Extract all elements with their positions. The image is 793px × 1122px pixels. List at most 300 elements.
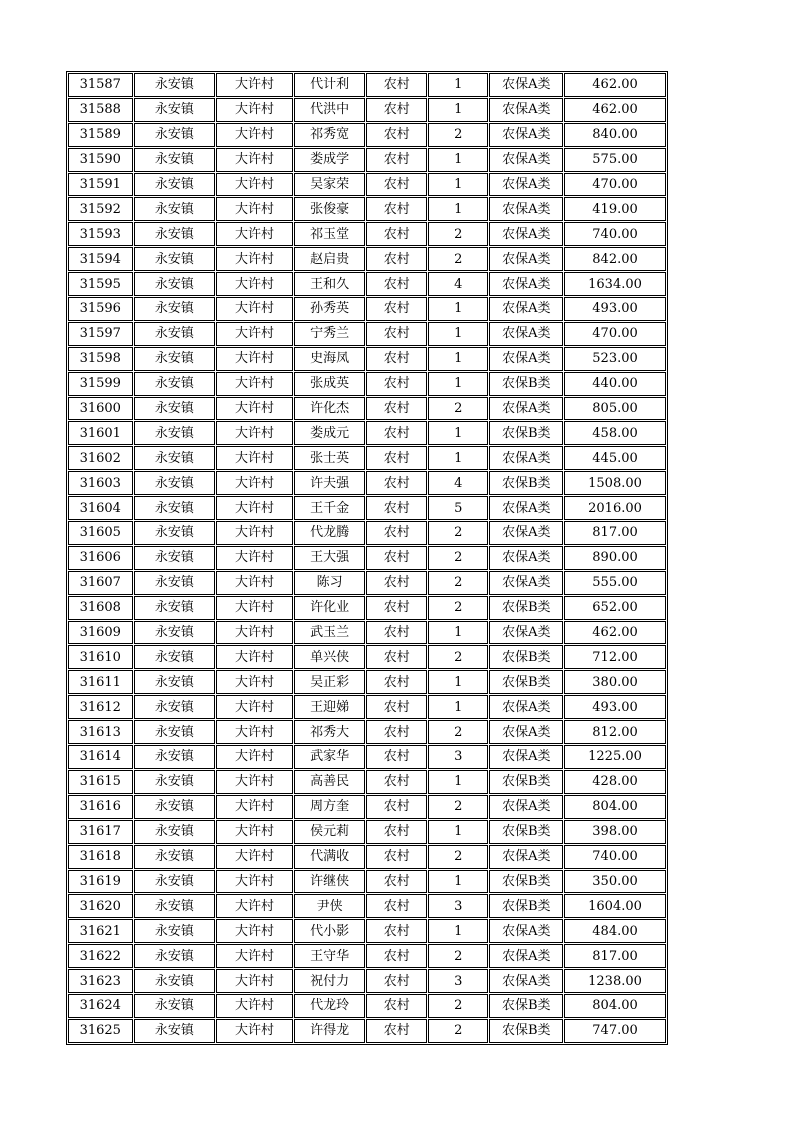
cell-person-count: 1 [428,372,489,396]
cell-village: 大许村 [216,148,293,172]
cell-town: 永安镇 [134,621,216,645]
cell-amount: 712.00 [564,645,666,669]
cell-residence-type: 农村 [366,98,427,122]
cell-record-id: 31622 [68,944,133,968]
table-row [68,397,666,421]
table-row [68,745,666,769]
cell-village: 大许村 [216,173,293,197]
cell-village: 大许村 [216,795,293,819]
table-row [68,521,666,545]
cell-insurance-class: 农保A类 [489,944,563,968]
cell-person-name: 代小影 [294,919,366,943]
cell-town: 永安镇 [134,745,216,769]
cell-person-name: 娄成学 [294,148,366,172]
cell-village: 大许村 [216,247,293,271]
cell-person-count: 5 [428,496,489,520]
cell-person-count: 2 [428,397,489,421]
cell-town: 永安镇 [134,994,216,1018]
table-row [68,621,666,645]
cell-person-count: 1 [428,919,489,943]
cell-person-name: 祁秀大 [294,720,366,744]
cell-town: 永安镇 [134,222,216,246]
cell-insurance-class: 农保A类 [489,695,563,719]
cell-village: 大许村 [216,123,293,147]
cell-town: 永安镇 [134,471,216,495]
cell-record-id: 31623 [68,969,133,993]
table-row [68,919,666,943]
cell-insurance-class: 农保A类 [489,247,563,271]
cell-town: 永安镇 [134,521,216,545]
cell-insurance-class: 农保A类 [489,347,563,371]
table-row [68,247,666,271]
cell-residence-type: 农村 [366,148,427,172]
table-row [68,297,666,321]
cell-person-count: 3 [428,745,489,769]
cell-record-id: 31600 [68,397,133,421]
cell-town: 永安镇 [134,546,216,570]
cell-amount: 462.00 [564,621,666,645]
cell-village: 大许村 [216,720,293,744]
cell-insurance-class: 农保A类 [489,546,563,570]
cell-record-id: 31593 [68,222,133,246]
cell-town: 永安镇 [134,969,216,993]
cell-person-name: 周方奎 [294,795,366,819]
cell-town: 永安镇 [134,322,216,346]
table-row [68,820,666,844]
cell-insurance-class: 农保B类 [489,994,563,1018]
table-row [68,197,666,221]
cell-insurance-class: 农保A类 [489,969,563,993]
cell-amount: 419.00 [564,197,666,221]
cell-person-count: 2 [428,845,489,869]
cell-amount: 804.00 [564,994,666,1018]
cell-village: 大许村 [216,870,293,894]
cell-town: 永安镇 [134,894,216,918]
table-row [68,272,666,296]
cell-person-count: 1 [428,197,489,221]
cell-person-count: 2 [428,994,489,1018]
cell-person-name: 侯元莉 [294,820,366,844]
cell-record-id: 31602 [68,446,133,470]
cell-person-count: 1 [428,73,489,97]
cell-residence-type: 农村 [366,645,427,669]
cell-town: 永安镇 [134,446,216,470]
cell-village: 大许村 [216,98,293,122]
cell-person-count: 2 [428,546,489,570]
table-row [68,471,666,495]
cell-record-id: 31587 [68,73,133,97]
cell-village: 大许村 [216,994,293,1018]
cell-town: 永安镇 [134,347,216,371]
cell-amount: 555.00 [564,571,666,595]
cell-person-name: 代计利 [294,73,366,97]
cell-person-name: 代龙玲 [294,994,366,1018]
cell-person-count: 2 [428,795,489,819]
cell-person-count: 1 [428,695,489,719]
cell-residence-type: 农村 [366,123,427,147]
cell-town: 永安镇 [134,272,216,296]
cell-person-name: 祝付力 [294,969,366,993]
cell-person-name: 吴家荣 [294,173,366,197]
cell-amount: 817.00 [564,944,666,968]
table-row [68,795,666,819]
cell-village: 大许村 [216,645,293,669]
cell-village: 大许村 [216,670,293,694]
cell-insurance-class: 农保A类 [489,795,563,819]
cell-record-id: 31589 [68,123,133,147]
cell-town: 永安镇 [134,73,216,97]
cell-insurance-class: 农保A类 [489,845,563,869]
table-row [68,322,666,346]
cell-village: 大许村 [216,496,293,520]
cell-record-id: 31612 [68,695,133,719]
cell-amount: 470.00 [564,173,666,197]
cell-residence-type: 农村 [366,795,427,819]
cell-amount: 428.00 [564,770,666,794]
cell-insurance-class: 农保A类 [489,621,563,645]
cell-person-name: 武家华 [294,745,366,769]
cell-town: 永安镇 [134,397,216,421]
cell-town: 永安镇 [134,770,216,794]
cell-record-id: 31592 [68,197,133,221]
cell-amount: 440.00 [564,372,666,396]
cell-residence-type: 农村 [366,969,427,993]
cell-amount: 805.00 [564,397,666,421]
cell-insurance-class: 农保B类 [489,770,563,794]
payment-table-body [68,73,666,1043]
cell-amount: 1634.00 [564,272,666,296]
cell-record-id: 31620 [68,894,133,918]
table-row [68,222,666,246]
table-row [68,969,666,993]
cell-residence-type: 农村 [366,272,427,296]
cell-insurance-class: 农保A类 [489,446,563,470]
cell-record-id: 31621 [68,919,133,943]
cell-residence-type: 农村 [366,322,427,346]
cell-insurance-class: 农保B类 [489,372,563,396]
cell-amount: 380.00 [564,670,666,694]
cell-amount: 493.00 [564,695,666,719]
cell-residence-type: 农村 [366,994,427,1018]
cell-town: 永安镇 [134,944,216,968]
table-row [68,98,666,122]
cell-town: 永安镇 [134,596,216,620]
cell-person-name: 张士英 [294,446,366,470]
cell-village: 大许村 [216,571,293,595]
cell-town: 永安镇 [134,496,216,520]
cell-residence-type: 农村 [366,521,427,545]
cell-person-count: 2 [428,247,489,271]
cell-village: 大许村 [216,73,293,97]
cell-village: 大许村 [216,894,293,918]
cell-person-name: 宁秀兰 [294,322,366,346]
cell-town: 永安镇 [134,919,216,943]
cell-amount: 740.00 [564,845,666,869]
cell-town: 永安镇 [134,720,216,744]
cell-amount: 1238.00 [564,969,666,993]
cell-insurance-class: 农保A类 [489,73,563,97]
cell-village: 大许村 [216,197,293,221]
cell-person-count: 1 [428,297,489,321]
cell-village: 大许村 [216,222,293,246]
cell-insurance-class: 农保B类 [489,421,563,445]
cell-amount: 462.00 [564,73,666,97]
cell-record-id: 31596 [68,297,133,321]
cell-town: 永安镇 [134,820,216,844]
cell-town: 永安镇 [134,297,216,321]
cell-insurance-class: 农保A类 [489,496,563,520]
table-row [68,994,666,1018]
cell-person-count: 1 [428,173,489,197]
cell-residence-type: 农村 [366,845,427,869]
cell-record-id: 31601 [68,421,133,445]
cell-town: 永安镇 [134,695,216,719]
cell-amount: 840.00 [564,123,666,147]
table-row [68,944,666,968]
cell-town: 永安镇 [134,148,216,172]
cell-person-count: 4 [428,471,489,495]
cell-insurance-class: 农保B类 [489,894,563,918]
cell-town: 永安镇 [134,670,216,694]
cell-village: 大许村 [216,297,293,321]
cell-person-count: 1 [428,347,489,371]
cell-insurance-class: 农保A类 [489,222,563,246]
cell-amount: 652.00 [564,596,666,620]
cell-record-id: 31597 [68,322,133,346]
cell-insurance-class: 农保B类 [489,1019,563,1043]
cell-village: 大许村 [216,272,293,296]
cell-insurance-class: 农保A类 [489,173,563,197]
cell-record-id: 31599 [68,372,133,396]
cell-record-id: 31595 [68,272,133,296]
cell-person-name: 娄成元 [294,421,366,445]
cell-insurance-class: 农保A类 [489,197,563,221]
cell-person-count: 1 [428,770,489,794]
cell-town: 永安镇 [134,870,216,894]
cell-residence-type: 农村 [366,73,427,97]
cell-amount: 740.00 [564,222,666,246]
cell-town: 永安镇 [134,173,216,197]
cell-residence-type: 农村 [366,695,427,719]
cell-residence-type: 农村 [366,222,427,246]
cell-village: 大许村 [216,546,293,570]
cell-person-count: 2 [428,571,489,595]
cell-residence-type: 农村 [366,421,427,445]
table-row [68,670,666,694]
cell-person-name: 吴正彩 [294,670,366,694]
cell-insurance-class: 农保A类 [489,297,563,321]
cell-residence-type: 农村 [366,919,427,943]
cell-village: 大许村 [216,521,293,545]
cell-amount: 817.00 [564,521,666,545]
cell-amount: 350.00 [564,870,666,894]
cell-person-name: 许夫强 [294,471,366,495]
cell-village: 大许村 [216,695,293,719]
cell-record-id: 31608 [68,596,133,620]
cell-town: 永安镇 [134,421,216,445]
cell-amount: 484.00 [564,919,666,943]
cell-person-name: 许继侠 [294,870,366,894]
cell-town: 永安镇 [134,1019,216,1043]
cell-record-id: 31609 [68,621,133,645]
cell-person-count: 1 [428,446,489,470]
cell-village: 大许村 [216,621,293,645]
cell-record-id: 31611 [68,670,133,694]
cell-insurance-class: 农保A类 [489,272,563,296]
cell-person-count: 1 [428,322,489,346]
cell-person-name: 许化业 [294,596,366,620]
cell-insurance-class: 农保A类 [489,148,563,172]
cell-record-id: 31617 [68,820,133,844]
cell-person-count: 2 [428,720,489,744]
cell-amount: 493.00 [564,297,666,321]
table-row [68,148,666,172]
cell-person-count: 2 [428,645,489,669]
cell-town: 永安镇 [134,247,216,271]
cell-residence-type: 农村 [366,372,427,396]
cell-person-count: 2 [428,521,489,545]
cell-insurance-class: 农保B类 [489,596,563,620]
cell-residence-type: 农村 [366,247,427,271]
cell-record-id: 31615 [68,770,133,794]
cell-record-id: 31605 [68,521,133,545]
cell-insurance-class: 农保A类 [489,745,563,769]
cell-residence-type: 农村 [366,670,427,694]
cell-person-name: 尹侠 [294,894,366,918]
table-row [68,73,666,97]
cell-amount: 445.00 [564,446,666,470]
table-row [68,695,666,719]
cell-residence-type: 农村 [366,894,427,918]
cell-residence-type: 农村 [366,347,427,371]
cell-village: 大许村 [216,596,293,620]
cell-residence-type: 农村 [366,297,427,321]
cell-insurance-class: 农保B类 [489,670,563,694]
cell-record-id: 31590 [68,148,133,172]
table-row [68,596,666,620]
cell-person-name: 祁玉堂 [294,222,366,246]
cell-residence-type: 农村 [366,944,427,968]
cell-person-count: 2 [428,944,489,968]
cell-record-id: 31619 [68,870,133,894]
cell-record-id: 31591 [68,173,133,197]
cell-person-name: 高善民 [294,770,366,794]
cell-residence-type: 农村 [366,446,427,470]
cell-person-name: 单兴侠 [294,645,366,669]
cell-village: 大许村 [216,1019,293,1043]
cell-amount: 1225.00 [564,745,666,769]
cell-amount: 842.00 [564,247,666,271]
cell-record-id: 31603 [68,471,133,495]
cell-residence-type: 农村 [366,496,427,520]
cell-insurance-class: 农保A类 [489,123,563,147]
cell-person-name: 王千金 [294,496,366,520]
cell-insurance-class: 农保A类 [489,98,563,122]
cell-town: 永安镇 [134,571,216,595]
cell-village: 大许村 [216,397,293,421]
cell-record-id: 31598 [68,347,133,371]
cell-village: 大许村 [216,820,293,844]
cell-person-count: 1 [428,621,489,645]
cell-insurance-class: 农保A类 [489,322,563,346]
cell-amount: 575.00 [564,148,666,172]
cell-village: 大许村 [216,446,293,470]
table-row [68,496,666,520]
cell-insurance-class: 农保A类 [489,571,563,595]
cell-person-name: 王迎娣 [294,695,366,719]
cell-record-id: 31604 [68,496,133,520]
cell-residence-type: 农村 [366,546,427,570]
cell-insurance-class: 农保B类 [489,645,563,669]
cell-record-id: 31614 [68,745,133,769]
payment-table [66,71,668,1045]
cell-residence-type: 农村 [366,820,427,844]
cell-amount: 462.00 [564,98,666,122]
cell-person-name: 代洪中 [294,98,366,122]
table-row [68,372,666,396]
cell-person-name: 王守华 [294,944,366,968]
cell-town: 永安镇 [134,845,216,869]
cell-insurance-class: 农保A类 [489,720,563,744]
cell-town: 永安镇 [134,645,216,669]
cell-person-name: 代满收 [294,845,366,869]
cell-village: 大许村 [216,845,293,869]
cell-village: 大许村 [216,347,293,371]
cell-town: 永安镇 [134,123,216,147]
cell-residence-type: 农村 [366,471,427,495]
cell-record-id: 31624 [68,994,133,1018]
cell-amount: 523.00 [564,347,666,371]
cell-residence-type: 农村 [366,621,427,645]
cell-village: 大许村 [216,944,293,968]
cell-record-id: 31610 [68,645,133,669]
cell-person-name: 孙秀英 [294,297,366,321]
cell-insurance-class: 农保B类 [489,820,563,844]
cell-record-id: 31606 [68,546,133,570]
cell-village: 大许村 [216,745,293,769]
cell-person-count: 3 [428,969,489,993]
cell-person-name: 史海凤 [294,347,366,371]
cell-record-id: 31588 [68,98,133,122]
cell-residence-type: 农村 [366,1019,427,1043]
cell-person-count: 1 [428,421,489,445]
cell-residence-type: 农村 [366,770,427,794]
cell-village: 大许村 [216,919,293,943]
cell-residence-type: 农村 [366,720,427,744]
table-row [68,770,666,794]
cell-insurance-class: 农保A类 [489,397,563,421]
cell-insurance-class: 农保B类 [489,870,563,894]
cell-residence-type: 农村 [366,571,427,595]
cell-person-name: 武玉兰 [294,621,366,645]
cell-record-id: 31607 [68,571,133,595]
cell-person-name: 赵启贵 [294,247,366,271]
cell-person-count: 2 [428,222,489,246]
cell-person-name: 张俊豪 [294,197,366,221]
cell-residence-type: 农村 [366,596,427,620]
cell-insurance-class: 农保A类 [489,919,563,943]
cell-person-name: 王大强 [294,546,366,570]
cell-village: 大许村 [216,471,293,495]
cell-person-count: 1 [428,148,489,172]
table-row [68,571,666,595]
cell-amount: 812.00 [564,720,666,744]
table-row [68,446,666,470]
cell-person-count: 3 [428,894,489,918]
cell-person-count: 1 [428,870,489,894]
cell-town: 永安镇 [134,372,216,396]
cell-amount: 458.00 [564,421,666,445]
